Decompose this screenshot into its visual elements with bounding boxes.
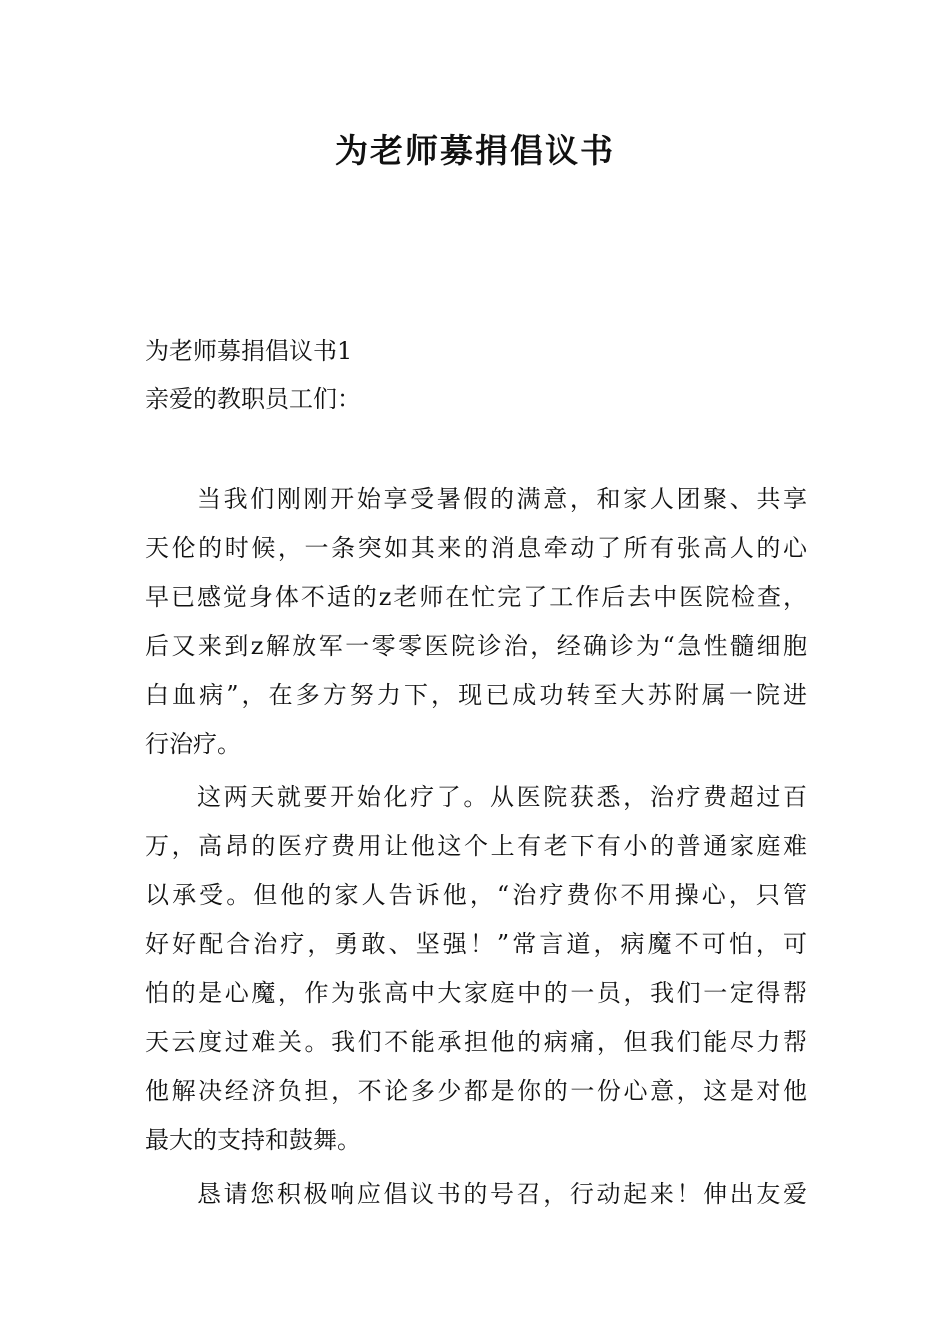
document-title: 为老师募捐倡议书 <box>335 131 615 170</box>
section-heading: 为老师募捐倡议书1 <box>145 337 353 365</box>
paragraph-2-line-6: 天云度过难关。我们不能承担他的病痛，但我们能尽力帮 <box>145 1028 807 1056</box>
paragraph-1-line-4: 后又来到z解放军一零零医院诊治，经确诊为“急性髓细胞 <box>145 632 807 660</box>
paragraph-2-line-7: 他解决经济负担，不论多少都是你的一份心意，这是对他 <box>145 1077 807 1105</box>
paragraph-1-line-3: 早已感觉身体不适的z老师在忙完了工作后去中医院检查， <box>145 583 807 611</box>
paragraph-3-line-1: 恳请您积极响应倡议书的号召，行动起来！伸出友爱 <box>197 1180 807 1208</box>
paragraph-1-line-5: 白血病”，在多方努力下，现已成功转至大苏附属一院进 <box>145 681 807 709</box>
paragraph-2-line-3: 以承受。但他的家人告诉他，“治疗费你不用操心，只管 <box>145 881 807 909</box>
paragraph-1-line-2: 天伦的时候，一条突如其来的消息牵动了所有张高人的心 <box>145 534 807 562</box>
paragraph-1-line-1: 当我们刚刚开始享受暑假的满意，和家人团聚、共享 <box>197 485 807 513</box>
salutation: 亲爱的教职员工们： <box>145 385 361 413</box>
paragraph-2-line-4: 好好配合治疗，勇敢、坚强！”常言道，病魔不可怕，可 <box>145 930 807 958</box>
paragraph-2-line-5: 怕的是心魔，作为张高中大家庭中的一员，我们一定得帮 <box>145 979 807 1007</box>
paragraph-2-line-1: 这两天就要开始化疗了。从医院获悉，治疗费超过百 <box>197 783 807 811</box>
paragraph-2-line-8: 最大的支持和鼓舞。 <box>145 1126 361 1154</box>
paragraph-2-line-2: 万，高昂的医疗费用让他这个上有老下有小的普通家庭难 <box>145 832 807 860</box>
paragraph-1-line-6: 行治疗。 <box>145 730 241 758</box>
